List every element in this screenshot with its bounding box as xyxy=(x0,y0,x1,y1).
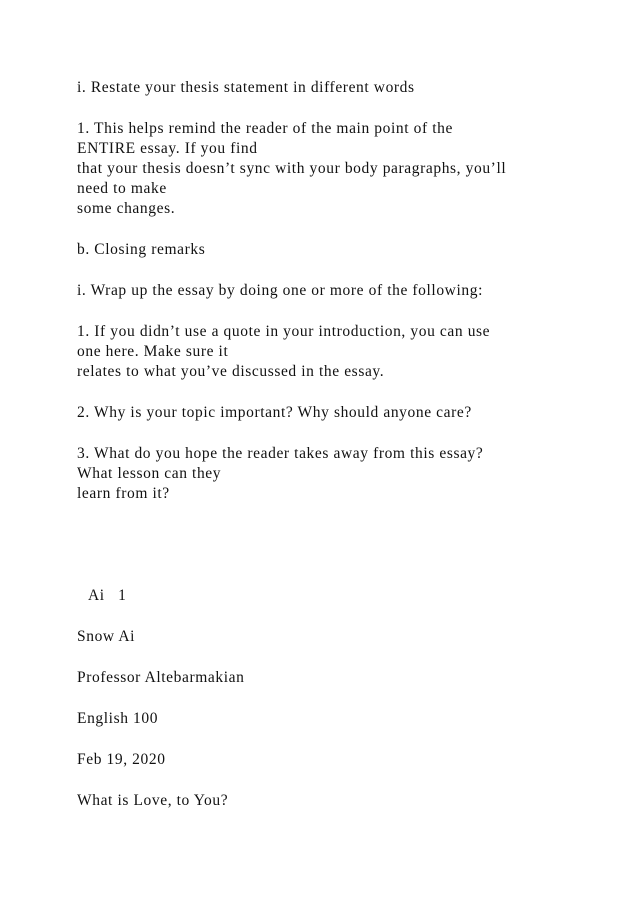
student-name: Snow Ai xyxy=(77,628,136,645)
outline-subitem-line: learn from it? xyxy=(77,485,170,502)
outline-item-restate-thesis: i. Restate your thesis statement in different words xyxy=(77,79,415,96)
outline-subitem-line: some changes. xyxy=(77,200,176,217)
outline-subitem-line: need to make xyxy=(77,180,167,197)
page-header-number: Ai 1 xyxy=(88,587,127,604)
outline-item-wrap-up: i. Wrap up the essay by doing one or more of the following: xyxy=(77,282,483,299)
outline-subitem-line: that your thesis doesn’t sync with your body paragraphs, you’ll xyxy=(77,160,507,177)
outline-subitem-line: one here. Make sure it xyxy=(77,343,229,360)
essay-title: What is Love, to You? xyxy=(77,792,229,809)
outline-subitem-line: relates to what you’ve discussed in the essay. xyxy=(77,363,385,380)
outline-subitem-line: ENTIRE essay. If you find xyxy=(77,140,258,157)
outline-subitem-line: 2. Why is your topic important? Why should anyone care? xyxy=(77,404,472,421)
professor-name: Professor Altebarmakian xyxy=(77,669,245,686)
outline-item-closing-remarks: b. Closing remarks xyxy=(77,241,206,258)
essay-date: Feb 19, 2020 xyxy=(77,751,166,768)
outline-subitem-line: 3. What do you hope the reader takes away from this essay? xyxy=(77,445,484,462)
outline-subitem-line: What lesson can they xyxy=(77,465,222,482)
outline-subitem-line: 1. If you didn’t use a quote in your introduction, you can use xyxy=(77,323,491,340)
outline-subitem-line: 1. This helps remind the reader of the main point of the xyxy=(77,120,453,137)
course-name: English 100 xyxy=(77,710,159,727)
